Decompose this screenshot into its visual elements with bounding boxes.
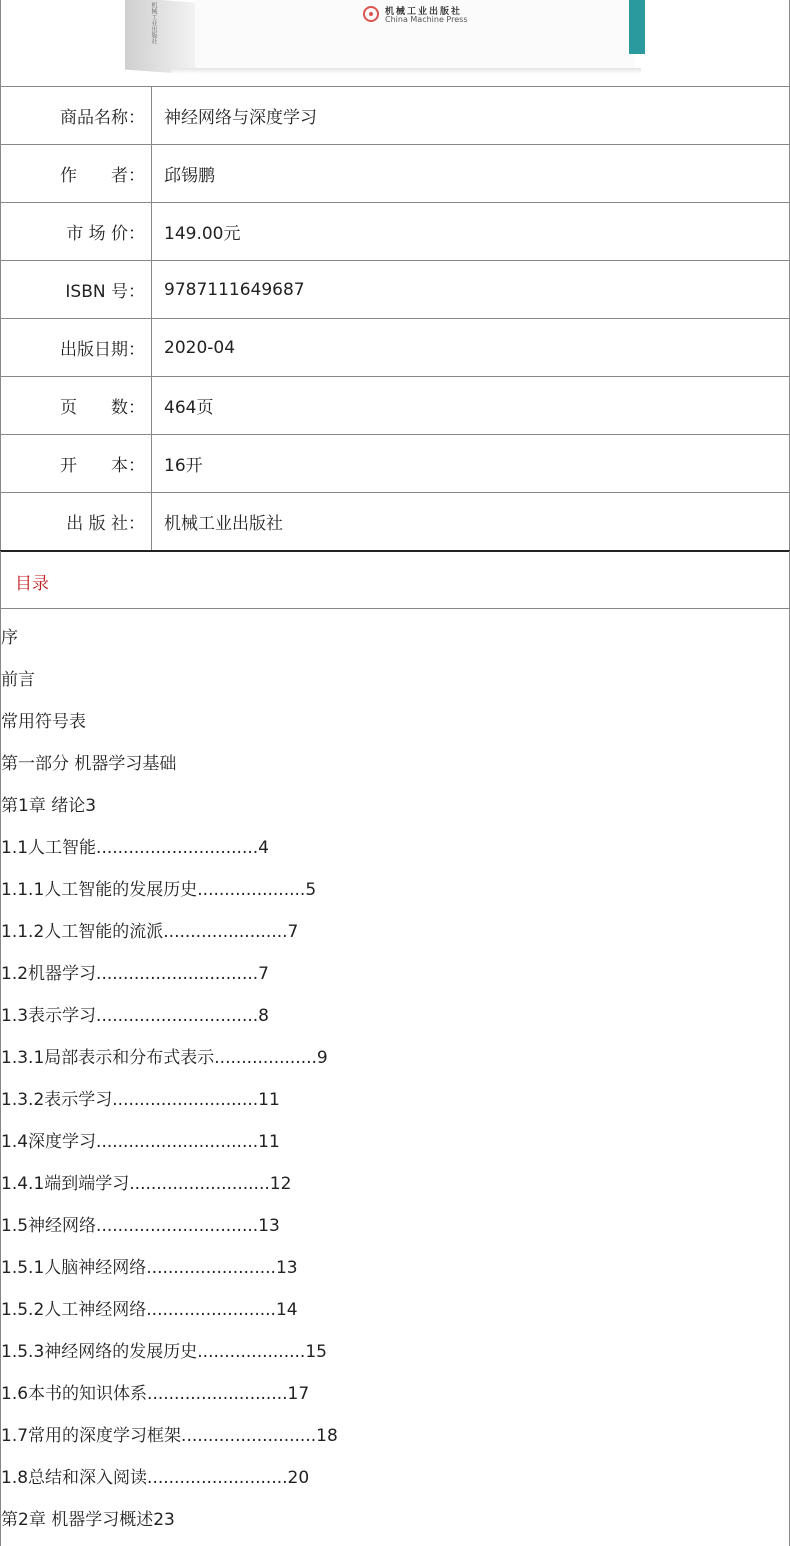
info-value: 149.00元 xyxy=(152,203,790,261)
toc-item: 第2章 机器学习概述23 xyxy=(1,1510,175,1530)
info-label: ISBN 号： xyxy=(1,261,152,319)
toc-item: 1.2机器学习..............................7 xyxy=(1,964,269,984)
publisher-logo-icon xyxy=(363,6,379,22)
info-value: 机械工业出版社 xyxy=(152,493,790,552)
toc-item: 1.8总结和深入阅读..........................20 xyxy=(1,1468,310,1488)
toc-item: 1.5.2人工神经网络........................14 xyxy=(1,1300,298,1320)
book-side xyxy=(125,0,195,74)
info-value: 16开 xyxy=(152,435,790,493)
info-value: 邱锡鹏 xyxy=(152,145,790,203)
info-value: 9787111649687 xyxy=(152,261,790,319)
toc-item: 1.5.3神经网络的发展历史....................15 xyxy=(1,1342,327,1362)
book-cover-image xyxy=(0,0,790,86)
toc-item: 1.5.1人脑神经网络........................13 xyxy=(1,1258,298,1278)
toc-item: 常用符号表 xyxy=(1,712,86,732)
info-label: 出版日期： xyxy=(1,319,152,377)
cover-publisher-en: China Machine Press xyxy=(385,15,468,24)
cover-publisher-cn: 机械工业出版社 xyxy=(385,7,463,17)
info-label: 出 版 社： xyxy=(1,493,152,552)
info-label: 页 数： xyxy=(1,377,152,435)
info-row-isbn xyxy=(1,261,790,319)
toc-title: 目录 xyxy=(15,574,49,594)
info-value: 464页 xyxy=(152,377,790,435)
toc-item: 1.7常用的深度学习框架.........................18 xyxy=(1,1426,338,1446)
toc-item: 1.5神经网络..............................13 xyxy=(1,1216,280,1236)
info-row-publisher xyxy=(1,493,790,552)
info-label: 市 场 价： xyxy=(1,203,152,261)
toc-item: 1.1.2人工智能的流派.......................7 xyxy=(1,922,299,942)
book-cover-illustration xyxy=(1,0,790,86)
toc-item: 1.3.2表示学习...........................11 xyxy=(1,1090,280,1110)
info-row-pages xyxy=(1,377,790,435)
book-color-strip xyxy=(629,0,645,54)
toc-item: 1.1人工智能..............................4 xyxy=(1,838,269,858)
toc-item: 第一部分 机器学习基础 xyxy=(1,754,177,774)
toc-item: 第1章 绪论3 xyxy=(1,796,97,816)
toc-list xyxy=(1,625,338,1546)
toc-header xyxy=(0,551,790,609)
info-row-price xyxy=(1,203,790,261)
info-value: 2020-04 xyxy=(152,319,790,377)
info-row-format xyxy=(1,435,790,493)
toc-item: 1.3表示学习..............................8 xyxy=(1,1006,269,1026)
info-value: 神经网络与深度学习 xyxy=(152,87,790,145)
toc-item: 前言 xyxy=(1,670,35,690)
info-row-author xyxy=(1,145,790,203)
info-label: 作 者： xyxy=(1,145,152,203)
info-row-title xyxy=(1,87,790,145)
info-label: 商品名称： xyxy=(1,87,152,145)
product-info-table xyxy=(0,86,790,552)
toc-body xyxy=(0,609,790,1546)
book-spine-text: 机械工业出版社 xyxy=(150,2,157,44)
toc-item: 1.4.1端到端学习..........................12 xyxy=(1,1174,292,1194)
info-row-date xyxy=(1,319,790,377)
toc-item: 1.1.1人工智能的发展历史....................5 xyxy=(1,880,317,900)
toc-item: 1.3.1局部表示和分布式表示...................9 xyxy=(1,1048,328,1068)
toc-item: 1.6本书的知识体系..........................17 xyxy=(1,1384,310,1404)
book-bottom-edge xyxy=(171,68,641,74)
info-label: 开 本： xyxy=(1,435,152,493)
toc-item: 1.4深度学习..............................11 xyxy=(1,1132,280,1152)
toc-item: 序 xyxy=(1,628,18,648)
